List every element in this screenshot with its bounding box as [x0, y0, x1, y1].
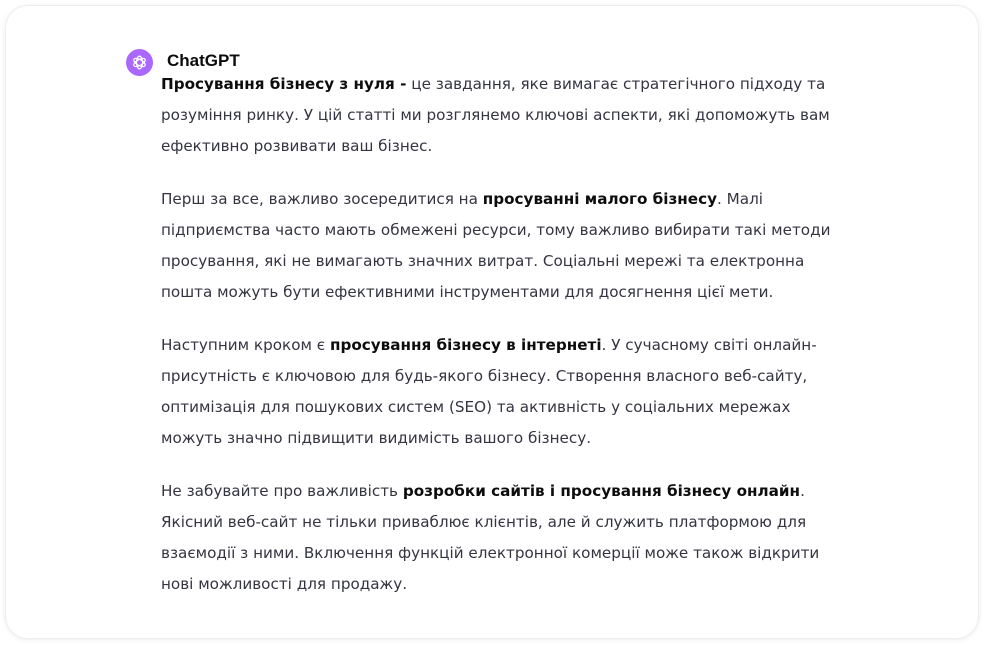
paragraph-text: . Малі підприємства часто мають обмежені ресурси, тому важливо вибирати такі методи просування, які не вимагають значних витрат. Соціальні мережі та електронна пошта можуть бути ефективними інструментами для досягнення цієї мети. [161, 190, 831, 301]
message-author: ChatGPT [167, 51, 240, 70]
message-paragraph [161, 476, 851, 600]
paragraph-text: це завдання, яке вимагає стратегічного підходу та розуміння ринку. У цій статті ми розглянемо ключові аспекти, які допоможуть вам ефективно розвивати ваш бізнес. [161, 75, 830, 155]
message-paragraph [161, 69, 851, 162]
paragraph-text: Наступним кроком є [161, 336, 330, 354]
message-body [161, 69, 851, 622]
paragraph-bold-text: розробки сайтів і просування бізнесу онлайн [402, 482, 801, 500]
paragraph-text: Перш за все, важливо зосередитися на [161, 190, 483, 208]
message-paragraph [161, 330, 851, 454]
message-paragraph [161, 184, 851, 308]
paragraph-bold-text: просування бізнесу в інтернеті [329, 336, 602, 354]
paragraph-bold-text: просуванні малого бізнесу [482, 190, 717, 208]
paragraph-text: . У сучасному світі онлайн-присутність є ключовою для будь-якого бізнесу. Створення власного веб-сайту, оптимізація для пошукових систем (SEO) та активність у соціальних мережах можуть значно підвищити видимість вашого бізнесу. [161, 336, 817, 447]
chatgpt-avatar [126, 49, 153, 76]
paragraph-text: Не забувайте про важливість [161, 482, 403, 500]
paragraph-bold-text: Просування бізнесу з нуля - [161, 75, 407, 93]
openai-logo-icon [131, 54, 148, 71]
paragraph-text: . Якісний веб-сайт не тільки приваблює клієнтів, але й служить платформою для взаємодії з ними. Включення функцій електронної комерції може також відкрити нові можливості для продажу. [161, 482, 820, 593]
